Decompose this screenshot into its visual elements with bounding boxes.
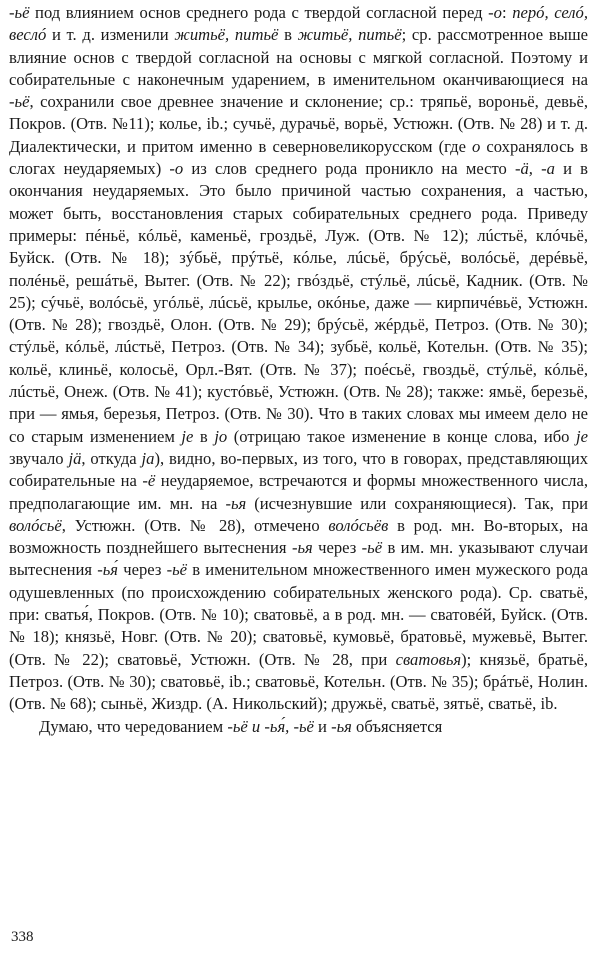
paragraph-1: -ьё под влиянием основ среднего рода с твердой согласной перед -о: перó, селó, веслó и т. д. изменили житьё, питьё в житьё, питьё; ср. рассмотренное выше влияние основ с твердой согласной на основы с мягкой согласной. Поэтому и собирательные с наконечным ударением, в именительном оканчивающиеся на -ьё, сохранили свое древнее значение и склонение; ср.: тряпьё, вороньё, девьё, Покров. (Отв. №11); колье, ib.; сучьё, дурачьё, ворьё, Устюжн. (Отв. № 28) и т. д. Диалектически, и притом именно в северновеликорусском (где о сохранялось в слогах неударяемых) -о из слов среднего рода проникло на место -ä, -а и в окончания неударяемых. Это было причиной частью сохранения, а частью, может быть, восстановления старых собирательных среднего рода. Приведу примеры: пéньё, кóльё, каменьё, гроздьё, Луж. (Отв. № 12); лúстьё, клóчьё, Буйск. (Отв. № 18); зýбьё, прýтьё, кóлье, лúсьё, брýсьё, волóсьё, дерéвьё, полéньё, решáтьё, Вытег. (Отв. № 22); гвóздьё, стýльё, лúсьё, Кадник. (Отв. № 25); сýчьё, волóсьё, угóльё, лúсьё, крылье, окóнье, даже — кирпичéвьё, Устюжн. (Отв. № 28); гвоздьё, Олон. (Отв. № 29); брýсьё, жéрдьё, Петроз. (Отв. № 30); стýльё, кóльё, лúстьё, Петроз. (Отв. № 34); зубьё, кольё, Котельн. (Отв. № 35); кольё, клиньё, колосьё, Орл.-Вят. (Отв. № 37); поéсьё, гвоздьё, стýльё, кóльё, лúстьё, Онеж. (Отв. № 41); кустóвьё, Устюжн. (Отв. № 28); также: ямьё, березьё, при — ямья, березья, Петроз. (Отв. № 30). Что в таких словах мы имеем дело не со старым изменением jе в jo (отрицаю такое изменение в конце слова, ибо jе звучало jä, откуда ja), видно, во-первых, из того, что в говорах, представляющих собирательные на -ё неударяемое, встречаются и формы множественного числа, предполагающие им. мн. на -ья (исчезнувшие или сохраняющиеся). Так, при волóсьё, Устюжн. (Отв. № 28), отмечено волóсьёв в род. мн. Во-вторых, на возможность позднейшего вытеснения -ья через -ьё в им. мн. указывают случаи вытеснения -ья́ через -ьё в именительном множественного имен мужеского рода одушевленных (по происхождению собирательных женского рода). Ср. сватьё, при: сватья́, Покров. (Отв. № 10); сватовьё, а в род. мн. — сватовéй, Буйск. (Отв. № 18); князьё, Новг. (Отв. № 20); сватовьё, кумовьё, братовьё, мужевьё, Вытег. (Отв. № 22); сватовьё, Устюжн. (Отв. № 28, при сватовья); князьё, братьё, Петроз. (Отв. № 30); сватовьё, ib.; сватовьё, Котельн. (Отв. № 35); брáтьё, Нолин. (Отв. № 68); сыньё, Жиздр. (А. Никольский); дружьё, сватьё, зятьё, сватьё, ib.	[9, 3, 589, 714]
page-number: 338	[11, 929, 34, 945]
paragraph-2: Думаю, что чередованием -ьё и -ья́, -ьё и -ья объясняется	[39, 716, 443, 736]
body-text	[9, 2, 588, 738]
